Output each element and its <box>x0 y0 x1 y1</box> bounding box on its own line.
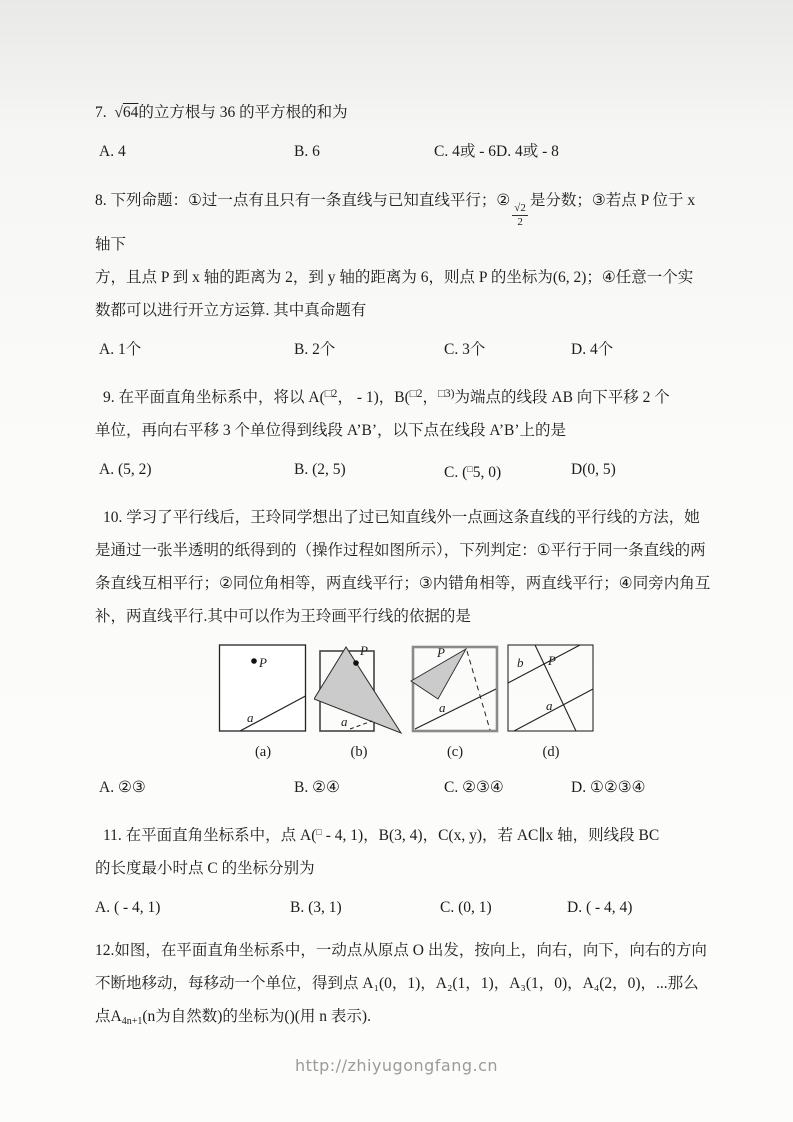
figure-a-drawing <box>218 643 308 735</box>
q10-option-c: C. ②③④ <box>444 779 504 797</box>
q7-options <box>95 135 701 168</box>
q8-stem-line1 <box>95 184 701 228</box>
q10-stem-line3: 条直线互相平行；②同位角相等，两直线平行；③内错角相等，两直线平行；④同旁内角互 <box>95 575 711 593</box>
q11-option-d: D. ( - 4, 4) <box>567 899 633 917</box>
q11-option-c: C. (0, 1) <box>440 899 492 917</box>
figure-c-caption: (c) <box>446 744 464 761</box>
line-a-label: a <box>546 698 553 714</box>
q12-stem-line1: 12.如图，在平面直角坐标系中，一动点从原点 O 出发，按向上，向右，向下，向右的方向 <box>95 942 707 960</box>
line-a-label: a <box>341 714 348 730</box>
question-8 <box>95 184 701 366</box>
figure-d-drawing <box>506 643 596 735</box>
q8-stem-line4: 数都可以进行开立方运算. 其中真命题有 <box>95 302 367 320</box>
q10-stem-line1: 10. 学习了平行线后，王玲同学想出了过已知直线外一点画这条直线的平行线的方法，她 <box>103 509 700 527</box>
q8-stem-line2: 轴下 <box>95 236 127 254</box>
q11-stem-line1 <box>95 816 701 852</box>
q8-stem-text-2: 是分数；③若点 P 位于 x <box>529 192 696 209</box>
figure-b-drawing <box>314 643 404 735</box>
figure-c <box>410 643 500 761</box>
p-label: P <box>548 653 556 669</box>
question-12 <box>95 934 707 1038</box>
figure-a <box>218 643 308 761</box>
q8-option-c: C. 3个 <box>444 341 486 359</box>
q11-stem-text-1: 11. 在平面直角坐标系中，点 A( <box>103 827 317 845</box>
q7-option-a: A. 4 <box>99 143 126 160</box>
footer-url: http://zhiyugongfang.cn <box>294 1056 499 1075</box>
q11-stem-text-2: - 4, 1)，B(3, 4)，C(x, y)，若 AC∥x 轴，则线段 BC <box>321 827 660 845</box>
q11-options <box>95 891 701 924</box>
q9-option-d: D(0, 5) <box>571 461 616 479</box>
q12-stem-text-1: 点A <box>95 1008 122 1026</box>
q9-option-c-pre: C. ( <box>444 464 468 482</box>
fraction-sqrt2-over-2 <box>512 202 528 228</box>
p-label: P <box>259 655 267 671</box>
q12-subscript-4n1: 4n+1 <box>121 1016 143 1028</box>
q7-option-cd: C. 4或 - 6D. 4或 - 8 <box>434 143 559 160</box>
q9-stem-text-1: 9. 在平面直角坐标系中，将以 A( <box>103 389 325 407</box>
p-label: P <box>437 645 445 661</box>
question-11 <box>95 816 701 924</box>
figure-d <box>506 643 596 761</box>
q9-stem-text-4: 为端点的线段 AB 向下平移 2 个 <box>454 389 670 407</box>
q9-option-c <box>444 453 571 489</box>
q7-number: 7. <box>95 104 115 121</box>
line-a-label: a <box>439 700 446 716</box>
q11-option-a: A. ( - 4, 1) <box>95 899 161 917</box>
q7-stem-text: 的立方根与 36 的平方根的和为 <box>138 104 348 121</box>
q9-superscript-3: □3) <box>437 388 455 401</box>
line-b-label: b <box>517 655 524 671</box>
q12-stem-line2: 不断地移动，每移动一个单位，得到点 A₁(0，1)，A₂(1，1)，A₃(1，0)，A₄(2，0)，...那么 <box>95 975 699 993</box>
sqrt-radicand: 64 <box>122 104 139 121</box>
q9-option-b: B. (2, 5) <box>294 461 346 479</box>
figure-d-caption: (d) <box>542 744 560 761</box>
point-p-dot <box>353 660 359 666</box>
q11-superscript-square: □ <box>316 827 322 838</box>
q10-option-b: B. ②④ <box>294 779 340 797</box>
q9-superscript-2: □2 <box>409 388 423 401</box>
point-p-dot <box>251 658 257 664</box>
sqrt-radical-symbol: √ <box>114 104 123 121</box>
q11-stem-line2: 的长度最小时点 C 的坐标分别为 <box>95 860 315 878</box>
q9-option-c-post: 5, 0) <box>472 464 502 482</box>
q8-stem-text-1: 8. 下列命题：①过一点有且只有一条直线与已知直线平行；② <box>95 192 511 209</box>
question-9 <box>95 378 701 489</box>
q10-option-a: A. ②③ <box>99 779 146 797</box>
q8-options <box>95 333 701 366</box>
figure-b <box>314 643 404 761</box>
q7-option-b: B. 6 <box>294 143 320 160</box>
q9-options <box>95 453 701 489</box>
q10-stem-line2: 是通过一张半透明的纸得到的（操作过程如图所示），下列判定：①平行于同一条直线的两 <box>95 542 706 560</box>
q10-stem-line4: 补，两直线平行.其中可以作为王玲画平行线的依据的是 <box>95 608 471 626</box>
q10-option-d: D. ①②③④ <box>571 779 646 797</box>
q9-stem-text-3: ， <box>422 389 438 407</box>
line-a-label: a <box>247 710 254 726</box>
q9-stem-line2: 单位，再向右平移 3 个单位得到线段 A’B’，以下点在线段 A’B’上的是 <box>95 422 567 440</box>
q9-option-a: A. (5, 2) <box>99 461 152 479</box>
q8-option-a: A. 1个 <box>99 341 142 359</box>
q12-stem-line3 <box>95 1000 701 1038</box>
q8-stem-line3: 方，且点 P 到 x 轴的距离为 2，到 y 轴的距离为 6，则点 P 的坐标为(6, 2)；④任意一个实 <box>95 269 694 287</box>
figure-c-drawing <box>410 643 500 735</box>
q9-stem-text-2: ， - 1)，B( <box>337 389 410 407</box>
figure-b-caption: (b) <box>350 744 368 761</box>
q12-stem-text-2: (n为自然数)的坐标为()(用 n 表示). <box>142 1008 371 1026</box>
q7-stem <box>95 96 701 129</box>
q10-figures <box>218 643 701 761</box>
q9-option-c-square: □ <box>467 464 473 475</box>
q8-option-b: B. 2个 <box>294 341 336 359</box>
q9-superscript-1: □2 <box>324 388 338 401</box>
folded-paper-triangle <box>314 647 401 733</box>
q10-options <box>95 771 701 804</box>
question-10 <box>95 501 711 804</box>
p-label: P <box>360 643 368 659</box>
fraction-numerator: √2 <box>514 202 526 214</box>
q9-stem-line1 <box>95 378 701 414</box>
q8-option-d: D. 4个 <box>571 341 614 359</box>
fraction-denominator: 2 <box>517 215 523 228</box>
figure-a-caption: (a) <box>254 744 272 761</box>
q11-option-b: B. (3, 1) <box>290 899 342 917</box>
